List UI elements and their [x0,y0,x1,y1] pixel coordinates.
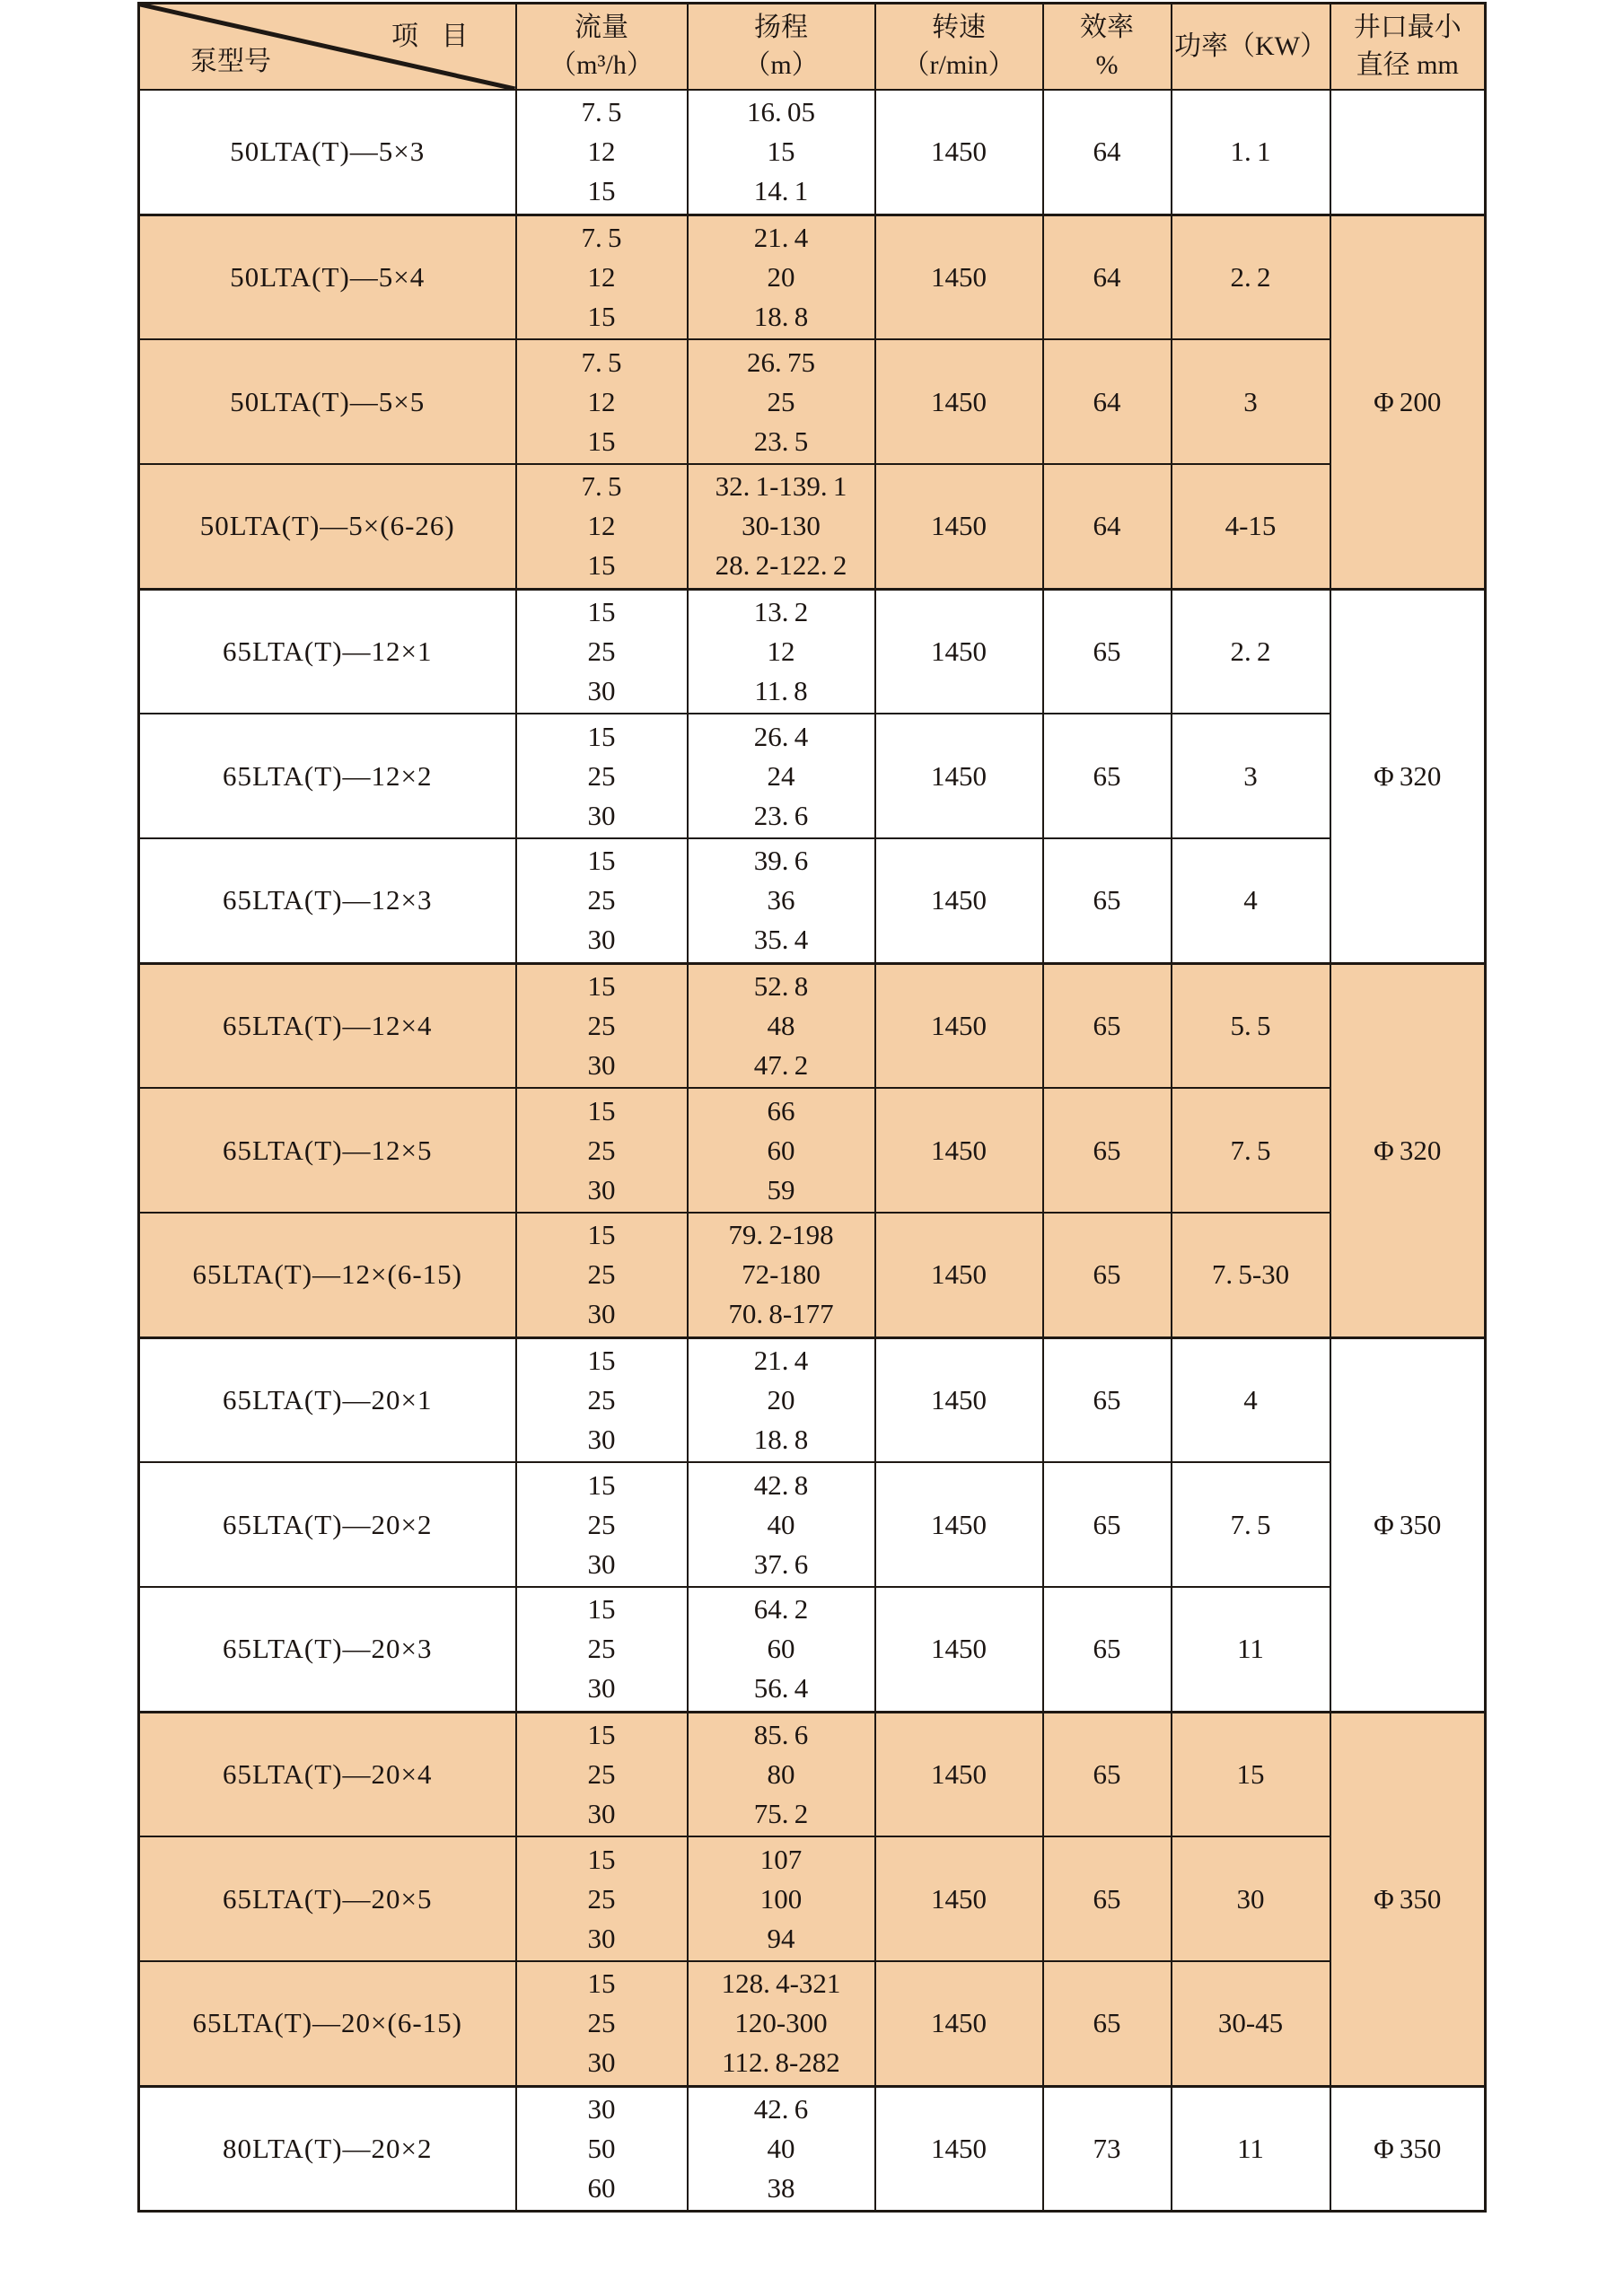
cell-flow [516,1836,688,1961]
cell-speed: 1450 [875,339,1043,464]
flow-value: 15 [587,720,616,752]
table-row [139,1587,1486,1712]
cell-power: 4-15 [1172,464,1330,589]
head-value: 94 [767,1922,795,1954]
flow-value: 30 [587,1423,616,1455]
cell-power: 7. 5-30 [1172,1213,1330,1337]
flow-value: 30 [587,674,616,706]
header-flow-unit: （m³/h） [549,50,654,80]
cell-speed: 1450 [875,1712,1043,1836]
header-cell-head [688,4,875,91]
cell-head [688,464,875,589]
cell-efficiency: 65 [1043,1836,1172,1961]
head-value: 107 [759,1843,803,1875]
cell-head [688,90,875,215]
flow-value: 30 [587,924,616,956]
cell-speed: 1450 [875,464,1043,589]
cell-efficiency: 64 [1043,339,1172,464]
head-value: 40 [767,2132,795,2164]
cell-model: 65LTA(T)—12×1 [139,589,516,714]
head-value: 13. 2 [753,595,809,627]
cell-diameter [1330,90,1486,215]
flow-value: 30 [587,1298,616,1330]
flow-value: 30 [587,1672,616,1704]
flow-value: 25 [587,1633,616,1665]
flow-value: 15 [587,175,616,207]
head-value: 25 [767,385,795,417]
head-value: 24 [767,759,795,792]
head-value: 39. 6 [753,845,809,877]
flow-value: 15 [587,549,616,582]
table-header [139,4,1486,91]
head-value: 128. 4-321 [721,1967,841,2000]
head-value: 85. 6 [753,1718,809,1750]
cell-diameter: Φ 200 [1330,215,1486,589]
cell-model: 50LTA(T)—5×3 [139,90,516,215]
cell-efficiency: 73 [1043,2086,1172,2211]
cell-speed: 1450 [875,1088,1043,1213]
cell-power: 30 [1172,1836,1330,1961]
cell-head [688,589,875,714]
flow-value: 30 [587,1547,616,1580]
cell-flow [516,1712,688,1836]
header-eff-unit: % [1095,50,1119,80]
cell-power: 11 [1172,1587,1330,1712]
header-speed-title: 转速 [932,13,986,42]
cell-speed: 1450 [875,2086,1043,2211]
header-cell-speed [875,4,1043,91]
cell-power: 1. 1 [1172,90,1330,215]
cell-speed: 1450 [875,1337,1043,1462]
cell-speed: 1450 [875,1462,1043,1587]
cell-flow [516,963,688,1088]
table-row [139,1213,1486,1337]
header-head-title: 扬程 [754,13,808,42]
flow-value: 15 [587,1718,616,1750]
flow-value: 15 [587,1967,616,2000]
cell-efficiency: 64 [1043,215,1172,339]
cell-model: 65LTA(T)—20×2 [139,1462,516,1587]
head-value: 26. 75 [747,346,815,378]
head-value: 28. 2-122. 2 [715,549,847,582]
table-row [139,464,1486,589]
flow-value: 30 [587,1048,616,1081]
flow-value: 30 [587,799,616,831]
header-cell-power [1172,4,1330,91]
head-value: 38 [767,2171,795,2204]
cell-flow [516,1337,688,1462]
cell-efficiency: 65 [1043,714,1172,838]
cell-flow [516,464,688,589]
cell-flow [516,1088,688,1213]
header-diameter-unit: 直径 mm [1356,50,1459,80]
table-row [139,589,1486,714]
cell-flow [516,589,688,714]
cell-flow [516,714,688,838]
cell-power: 3 [1172,714,1330,838]
flow-value: 30 [587,1173,616,1205]
flow-value: 15 [587,595,616,627]
head-value: 48 [767,1009,795,1041]
head-value: 56. 4 [753,1672,809,1704]
cell-speed: 1450 [875,215,1043,339]
head-value: 18. 8 [753,300,809,332]
cell-power: 3 [1172,339,1330,464]
head-value: 20 [767,260,795,293]
cell-efficiency: 65 [1043,1088,1172,1213]
cell-power: 15 [1172,1712,1330,1836]
cell-efficiency: 65 [1043,838,1172,963]
table-row [139,215,1486,339]
cell-model: 65LTA(T)—20×5 [139,1836,516,1961]
table-row [139,1462,1486,1587]
flow-value: 15 [587,1094,616,1126]
cell-head [688,1088,875,1213]
head-value: 70. 8-177 [728,1298,834,1330]
head-value: 59 [767,1173,795,1205]
head-value: 42. 6 [753,2092,809,2125]
cell-power: 4 [1172,838,1330,963]
cell-efficiency: 65 [1043,1337,1172,1462]
flow-value: 12 [587,136,616,168]
table-row [139,714,1486,838]
table-row [139,90,1486,215]
flow-value: 30 [587,2092,616,2125]
cell-efficiency: 65 [1043,589,1172,714]
head-value: 26. 4 [753,720,809,752]
flow-value: 50 [587,2132,616,2164]
cell-power: 4 [1172,1337,1330,1462]
head-value: 36 [767,884,795,916]
header-diameter-title: 井口最小 [1353,13,1462,42]
head-value: 21. 4 [753,1344,809,1376]
corner-label-model: 泵型号 [190,47,271,76]
cell-model: 50LTA(T)—5×4 [139,215,516,339]
header-power-title: 功率（KW） [1174,31,1327,61]
cell-model: 65LTA(T)—20×1 [139,1337,516,1462]
cell-model: 65LTA(T)—12×5 [139,1088,516,1213]
flow-value: 60 [587,2171,616,2204]
cell-efficiency: 65 [1043,1213,1172,1337]
cell-model: 50LTA(T)—5×(6-26) [139,464,516,589]
cell-power: 30-45 [1172,1961,1330,2086]
cell-head [688,2086,875,2211]
cell-power: 7. 5 [1172,1462,1330,1587]
cell-efficiency: 64 [1043,90,1172,215]
flow-value: 30 [587,1797,616,1829]
cell-efficiency: 65 [1043,1712,1172,1836]
table-row [139,963,1486,1088]
head-value: 30-130 [742,510,821,542]
flow-value: 12 [587,385,616,417]
cell-power: 2. 2 [1172,589,1330,714]
head-value: 64. 2 [753,1593,809,1626]
head-value: 47. 2 [753,1048,809,1081]
header-speed-unit: （r/min） [902,50,1015,80]
cell-model: 65LTA(T)—12×3 [139,838,516,963]
cell-power: 11 [1172,2086,1330,2211]
cell-flow [516,838,688,963]
flow-value: 30 [587,2046,616,2079]
cell-model: 65LTA(T)—12×2 [139,714,516,838]
head-value: 60 [767,1134,795,1166]
head-value: 11. 8 [754,674,808,706]
cell-head [688,215,875,339]
cell-diameter: Φ 350 [1330,1712,1486,2086]
head-value: 18. 8 [753,1423,809,1455]
head-value: 112. 8-282 [722,2046,840,2079]
header-cell-diameter [1330,4,1486,91]
head-value: 15 [767,136,795,168]
flow-value: 7. 5 [581,346,622,378]
header-head-unit: （m） [743,50,819,80]
cell-flow [516,1587,688,1712]
cell-model: 65LTA(T)—12×4 [139,963,516,1088]
flow-value: 15 [587,1843,616,1875]
cell-diameter: Φ 320 [1330,589,1486,963]
head-value: 32. 1-139. 1 [715,470,847,503]
corner-label-item: 项 目 [391,22,469,51]
head-value: 23. 6 [753,799,809,831]
cell-speed: 1450 [875,589,1043,714]
cell-efficiency: 65 [1043,1587,1172,1712]
flow-value: 15 [587,1344,616,1376]
cell-speed: 1450 [875,1587,1043,1712]
head-value: 100 [759,1882,803,1915]
cell-diameter: Φ 350 [1330,1337,1486,1712]
table-row [139,1337,1486,1462]
head-value: 20 [767,1383,795,1415]
cell-speed: 1450 [875,1213,1043,1337]
head-value: 75. 2 [753,1797,809,1829]
header-cell-efficiency [1043,4,1172,91]
flow-value: 15 [587,300,616,332]
cell-efficiency: 64 [1043,464,1172,589]
table-row [139,2086,1486,2211]
cell-efficiency: 65 [1043,1961,1172,2086]
table-row [139,1712,1486,1836]
cell-power: 7. 5 [1172,1088,1330,1213]
head-value: 79. 2-198 [728,1219,834,1251]
flow-value: 7. 5 [581,221,622,253]
cell-flow [516,215,688,339]
header-eff-title: 效率 [1080,13,1134,42]
table-row [139,1836,1486,1961]
flow-value: 12 [587,510,616,542]
cell-speed: 1450 [875,1961,1043,2086]
head-value: 120-300 [734,2007,828,2039]
cell-speed: 1450 [875,1836,1043,1961]
flow-value: 25 [587,1383,616,1415]
table-row [139,339,1486,464]
head-value: 42. 8 [753,1468,809,1501]
flow-value: 7. 5 [581,96,622,128]
flow-value: 25 [587,1508,616,1540]
flow-value: 15 [587,425,616,457]
cell-head [688,714,875,838]
flow-value: 25 [587,1757,616,1790]
cell-model: 65LTA(T)—20×(6-15) [139,1961,516,2086]
cell-model: 65LTA(T)—20×3 [139,1587,516,1712]
pump-table-body [139,90,1486,2211]
flow-value: 15 [587,1468,616,1501]
cell-diameter: Φ 350 [1330,2086,1486,2211]
cell-flow [516,2086,688,2211]
flow-value: 25 [587,759,616,792]
flow-value: 7. 5 [581,470,622,503]
head-value: 66 [767,1094,795,1126]
cell-head [688,1587,875,1712]
header-flow-title: 流量 [575,13,628,42]
pump-spec-table [137,2,1487,2213]
cell-model: 65LTA(T)—12×(6-15) [139,1213,516,1337]
cell-head [688,1961,875,2086]
header-corner-cell [139,4,516,91]
head-value: 12 [767,635,795,667]
cell-head [688,339,875,464]
cell-speed: 1450 [875,963,1043,1088]
cell-diameter: Φ 320 [1330,963,1486,1337]
flow-value: 15 [587,969,616,1002]
header-cell-flow [516,4,688,91]
cell-head [688,1836,875,1961]
head-value: 52. 8 [753,969,809,1002]
flow-value: 25 [587,635,616,667]
table-row [139,838,1486,963]
flow-value: 25 [587,1882,616,1915]
head-value: 40 [767,1508,795,1540]
head-value: 60 [767,1633,795,1665]
head-value: 23. 5 [753,425,809,457]
head-value: 80 [767,1757,795,1790]
cell-head [688,1213,875,1337]
cell-head [688,1712,875,1836]
flow-value: 25 [587,2007,616,2039]
cell-model: 65LTA(T)—20×4 [139,1712,516,1836]
flow-value: 15 [587,1593,616,1626]
table-row [139,1088,1486,1213]
head-value: 72-180 [742,1258,821,1291]
cell-flow [516,1961,688,2086]
cell-power: 2. 2 [1172,215,1330,339]
table-row [139,1961,1486,2086]
cell-head [688,963,875,1088]
flow-value: 25 [587,1009,616,1041]
cell-power: 5. 5 [1172,963,1330,1088]
cell-flow [516,90,688,215]
head-value: 35. 4 [753,924,809,956]
head-value: 16. 05 [747,96,815,128]
flow-value: 15 [587,1219,616,1251]
flow-value: 12 [587,260,616,293]
cell-model: 50LTA(T)—5×5 [139,339,516,464]
flow-value: 25 [587,1258,616,1291]
cell-model: 80LTA(T)—20×2 [139,2086,516,2211]
cell-flow [516,1213,688,1337]
flow-value: 30 [587,1922,616,1954]
cell-flow [516,1462,688,1587]
cell-speed: 1450 [875,838,1043,963]
cell-head [688,1462,875,1587]
head-value: 37. 6 [753,1547,809,1580]
cell-speed: 1450 [875,90,1043,215]
cell-head [688,1337,875,1462]
cell-efficiency: 65 [1043,1462,1172,1587]
head-value: 21. 4 [753,221,809,253]
flow-value: 15 [587,845,616,877]
flow-value: 25 [587,884,616,916]
head-value: 14. 1 [753,175,809,207]
cell-efficiency: 65 [1043,963,1172,1088]
header-row [139,4,1486,91]
cell-flow [516,339,688,464]
cell-head [688,838,875,963]
cell-speed: 1450 [875,714,1043,838]
flow-value: 25 [587,1134,616,1166]
